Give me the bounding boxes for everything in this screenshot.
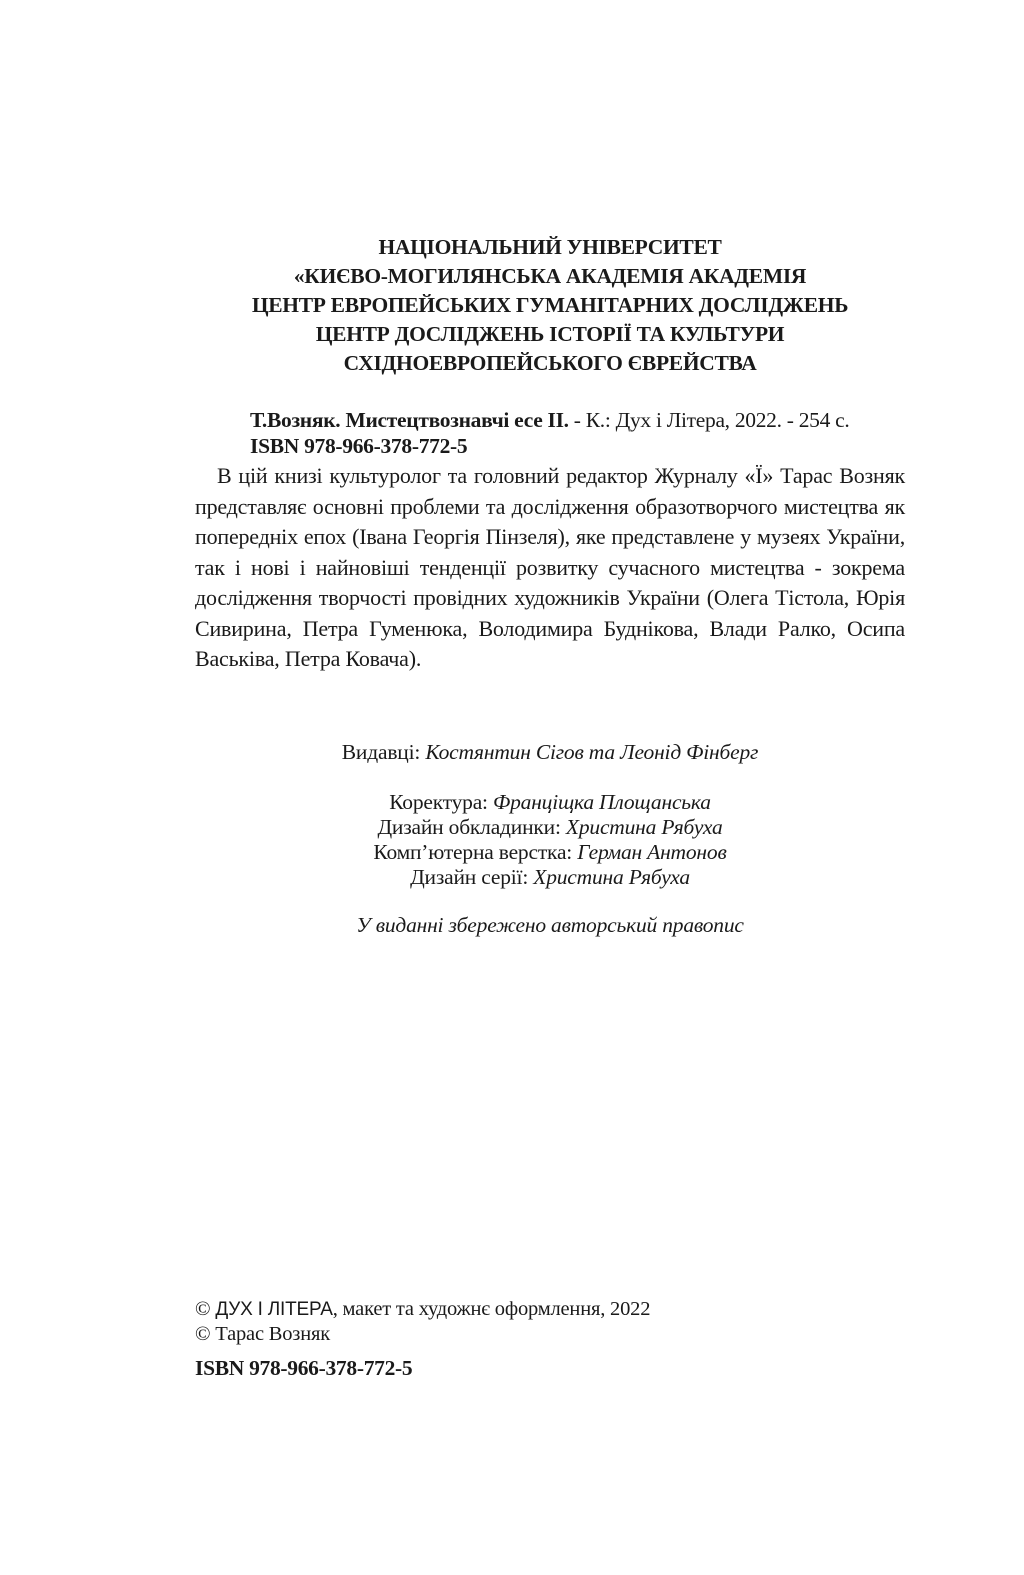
credit-role: Дизайн серії: (410, 865, 534, 889)
credit-role: Комп’ютерна верстка: (373, 840, 578, 864)
publishers-credit (195, 740, 905, 765)
credit-name: Христина Рябуха (565, 815, 723, 839)
credit-name: Франціщка Площанська (493, 790, 711, 814)
credit-role: Коректура: (389, 790, 493, 814)
imprint: - К.: Дух і Літера, 2022. - 254 с. (568, 408, 850, 432)
citation-line (250, 407, 849, 433)
orthography-note: У виданні збережено авторський правопис (356, 913, 744, 937)
bibliographic-record (250, 407, 849, 459)
copyright-symbol: © (195, 1298, 211, 1320)
isbn-top-text: ISBN 978-966-378-772-5 (250, 434, 468, 458)
credit-role: Дизайн обкладинки: (377, 815, 566, 839)
credit-name: Герман Антонов (577, 840, 727, 864)
institution-heading (195, 233, 905, 378)
publishers-names: Костянтин Сігов та Леонід Фінберг (425, 740, 759, 764)
institution-line: ЦЕНТР ЕВРОПЕЙСЬКИХ ГУМАНІТАРНИХ ДОСЛІДЖЕНЬ (251, 293, 849, 317)
copyright-publisher-text: , макет та художнє оформлення, 2022 (332, 1298, 651, 1320)
institution-line: СХІДНОЕВРОПЕЙСЬКОГО ЄВРЕЙСТВА (343, 351, 757, 375)
credit-line (195, 840, 905, 865)
abstract-paragraph: В цій книзі культуролог та головний редактор Журналу «Ї» Тарас Возняк представляє основні проблеми та дослідження образотворчого мистецтва як попередніх епох (Івана Георгія Пінзеля), яке представлене у музеях України, так і нові і найновіші тенденції розвитку сучасного мистецтва - зокрема дослідження творчості провідних художників України (Олега Тістола, Юрія Сивирина, Петра Гуменюка, Володимира Буднікова, Влади Ралко, Осипа Васьківа, Петра Ковача). (195, 463, 905, 671)
credit-name: Христина Рябуха (533, 865, 690, 889)
publisher-brand: ДУХ І ЛІТЕРА (215, 1299, 333, 1320)
institution-line: «КИЄВО-МОГИЛЯНСЬКА АКАДЕМІЯ АКАДЕМІЯ (293, 264, 807, 288)
credit-line (195, 815, 905, 840)
publishers-label: Видавці: (341, 740, 426, 764)
copyright-author: © Тарас Возняк (195, 1323, 330, 1345)
copyright-publisher (195, 1297, 650, 1322)
institution-line: ЦЕНТР ДОСЛІДЖЕНЬ ІСТОРІЇ ТА КУЛЬТУРИ (315, 322, 785, 346)
staff-credits (195, 790, 905, 890)
credit-line (195, 790, 905, 815)
copyright-block (195, 1297, 650, 1346)
author-title: Т.Возняк. Мистецтвознавчі есе II. (250, 408, 569, 432)
institution-line: НАЦІОНАЛЬНИЙ УНІВЕРСИТЕТ (378, 235, 722, 259)
isbn-bottom: ISBN 978-966-378-772-5 (195, 1356, 413, 1380)
credit-line (195, 865, 905, 890)
isbn-top (250, 433, 849, 459)
